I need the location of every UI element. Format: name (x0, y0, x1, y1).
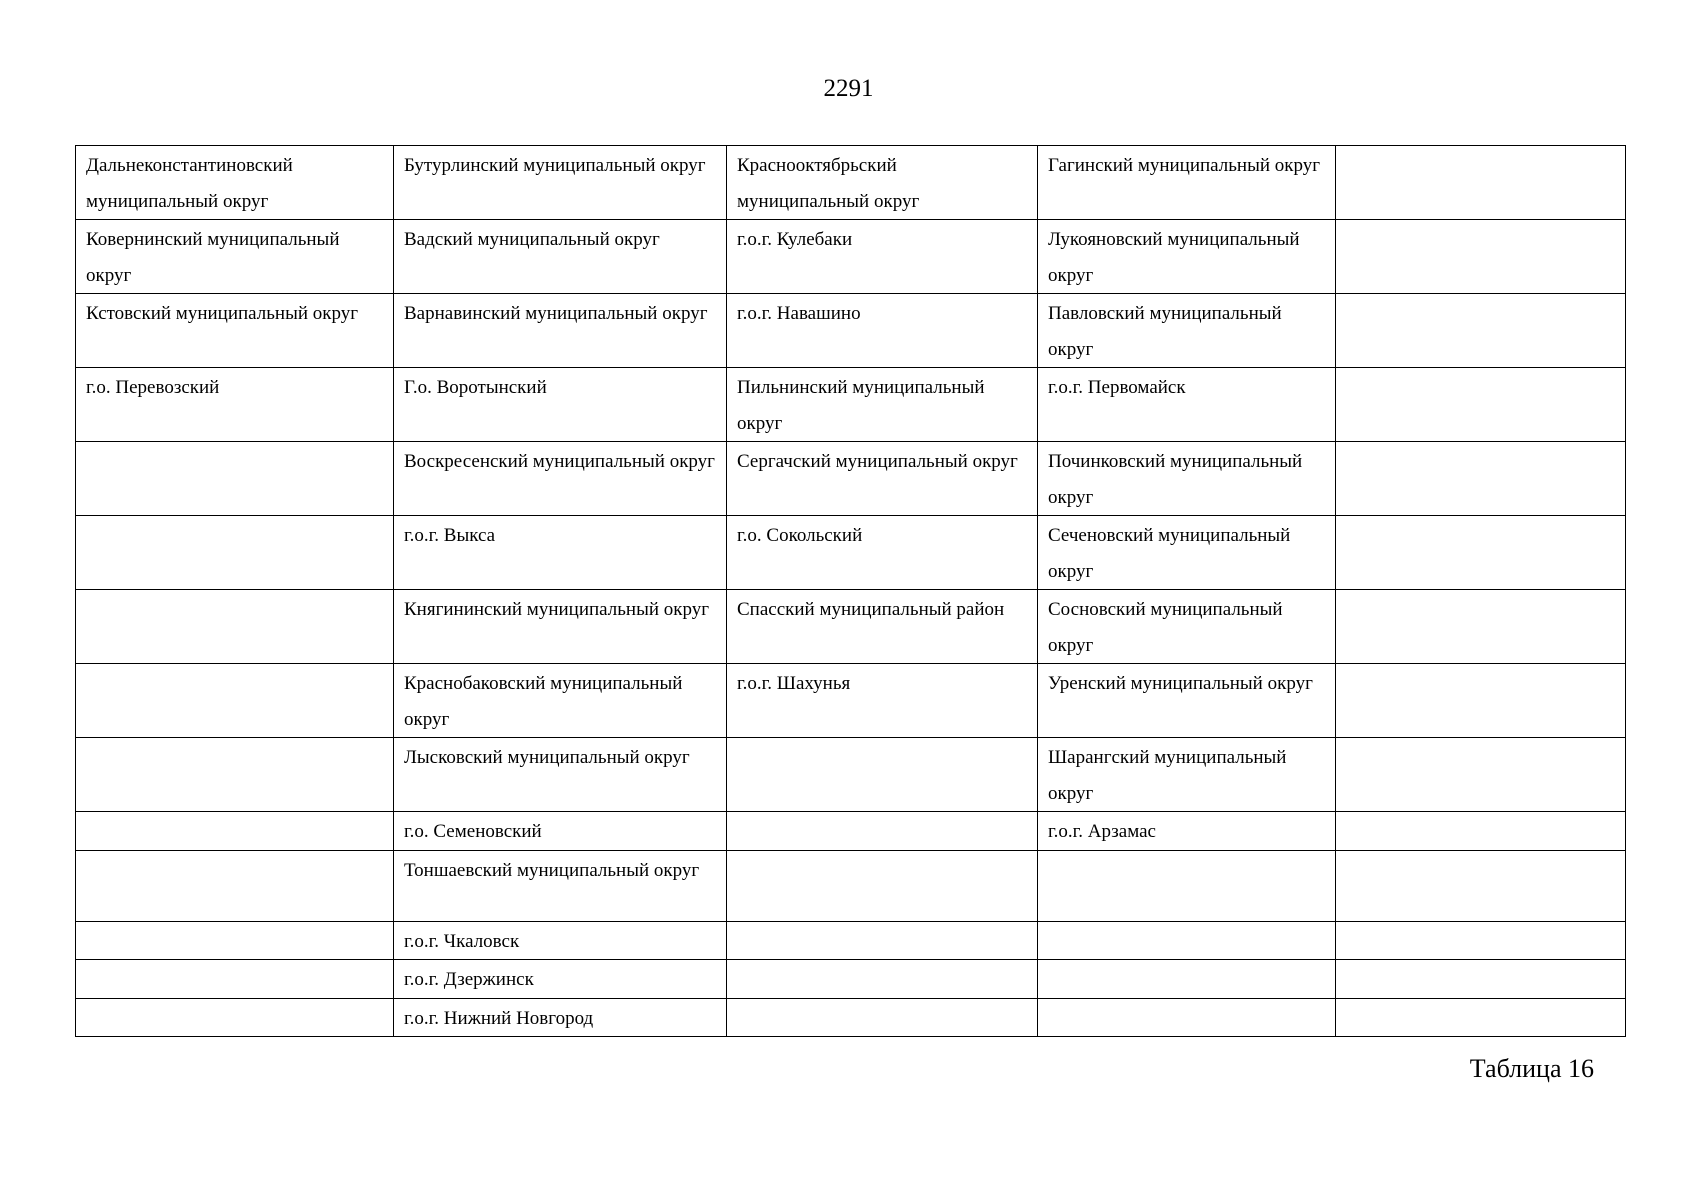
table-cell (76, 812, 394, 851)
table-cell (76, 921, 394, 960)
table-cell: Воскресенский муниципальный округ (394, 442, 727, 516)
table-cell: Г.о. Воротынский (394, 368, 727, 442)
table-row (76, 998, 1626, 1037)
table-row (76, 590, 1626, 664)
table-cell (727, 960, 1038, 999)
table-cell (1038, 998, 1336, 1037)
table-cell: Шарангский муниципальный округ (1038, 738, 1336, 812)
table-row (76, 738, 1626, 812)
table-cell (1336, 442, 1626, 516)
table-cell: Кстовский муниципальный округ (76, 294, 394, 368)
table-cell (1336, 664, 1626, 738)
table-cell (1038, 921, 1336, 960)
table-cell (1336, 738, 1626, 812)
table-cell: г.о. Перевозский (76, 368, 394, 442)
table-cell (76, 960, 394, 999)
table-row (76, 368, 1626, 442)
table-cell: Спасский муниципальный район (727, 590, 1038, 664)
table-body (76, 146, 1626, 1037)
table-cell: Лукояновский муниципальный округ (1038, 220, 1336, 294)
table-cell: г.о.г. Чкаловск (394, 921, 727, 960)
table-cell (76, 664, 394, 738)
table-cell (1336, 960, 1626, 999)
page-number: 2291 (823, 75, 874, 102)
table-cell (76, 442, 394, 516)
table-cell: г.о.г. Первомайск (1038, 368, 1336, 442)
table-cell (1038, 960, 1336, 999)
table-cell: Пильнинский муниципальный округ (727, 368, 1038, 442)
table-cell: Сосновский муниципальный округ (1038, 590, 1336, 664)
table-row (76, 220, 1626, 294)
table-cell: Павловский муниципальный округ (1038, 294, 1336, 368)
table-cell (727, 998, 1038, 1037)
table-cell: Бутурлинский муниципальный округ (394, 146, 727, 220)
table-cell (76, 738, 394, 812)
table-caption: Таблица 16 (1469, 1054, 1594, 1083)
table-cell (76, 516, 394, 590)
table-cell: г.о. Семеновский (394, 812, 727, 851)
table-cell: г.о.г. Дзержинск (394, 960, 727, 999)
table-cell (727, 850, 1038, 921)
table-cell (727, 812, 1038, 851)
table-cell (1336, 812, 1626, 851)
table-cell (1038, 850, 1336, 921)
table-cell (1336, 516, 1626, 590)
table-row (76, 921, 1626, 960)
table-row (76, 294, 1626, 368)
table-row (76, 850, 1626, 921)
table-cell: Сеченовский муниципальный округ (1038, 516, 1336, 590)
table-row (76, 960, 1626, 999)
table-cell (727, 738, 1038, 812)
table-row (76, 516, 1626, 590)
table-cell: Краснооктябрьский муниципальный округ (727, 146, 1038, 220)
table-cell: Гагинский муниципальный округ (1038, 146, 1336, 220)
table-cell (1336, 220, 1626, 294)
table-cell: Сергачский муниципальный округ (727, 442, 1038, 516)
table-row (76, 146, 1626, 220)
table-cell: Тоншаевский муниципальный округ (394, 850, 727, 921)
table-cell: г.о.г. Выкса (394, 516, 727, 590)
table-cell (1336, 921, 1626, 960)
table-cell (1336, 850, 1626, 921)
table-cell (1336, 998, 1626, 1037)
table-cell: г.о.г. Нижний Новгород (394, 998, 727, 1037)
table-cell: г.о. Сокольский (727, 516, 1038, 590)
table-cell: Уренский муниципальный округ (1038, 664, 1336, 738)
table-cell (1336, 368, 1626, 442)
table-row (76, 664, 1626, 738)
table-cell: Лысковский муниципальный округ (394, 738, 727, 812)
table-cell (1336, 590, 1626, 664)
table-cell: Краснобаковский муниципальный округ (394, 664, 727, 738)
table-row (76, 442, 1626, 516)
table-cell: Вадский муниципальный округ (394, 220, 727, 294)
table-cell (727, 921, 1038, 960)
municipal-districts-table (75, 145, 1626, 1037)
table-cell: Ковернинский муниципальный округ (76, 220, 394, 294)
table-cell (76, 850, 394, 921)
table-cell: Починковский муниципальный округ (1038, 442, 1336, 516)
table-cell: Варнавинский муниципальный округ (394, 294, 727, 368)
table-cell: г.о.г. Кулебаки (727, 220, 1038, 294)
table-cell (76, 998, 394, 1037)
table-cell: г.о.г. Шахунья (727, 664, 1038, 738)
table-row (76, 812, 1626, 851)
table-cell: Дальнеконстантиновский муниципальный округ (76, 146, 394, 220)
table-cell: г.о.г. Навашино (727, 294, 1038, 368)
table-cell (1336, 146, 1626, 220)
table-cell (1336, 294, 1626, 368)
table-cell (76, 590, 394, 664)
table-cell: Княгининский муниципальный округ (394, 590, 727, 664)
table-cell: г.о.г. Арзамас (1038, 812, 1336, 851)
